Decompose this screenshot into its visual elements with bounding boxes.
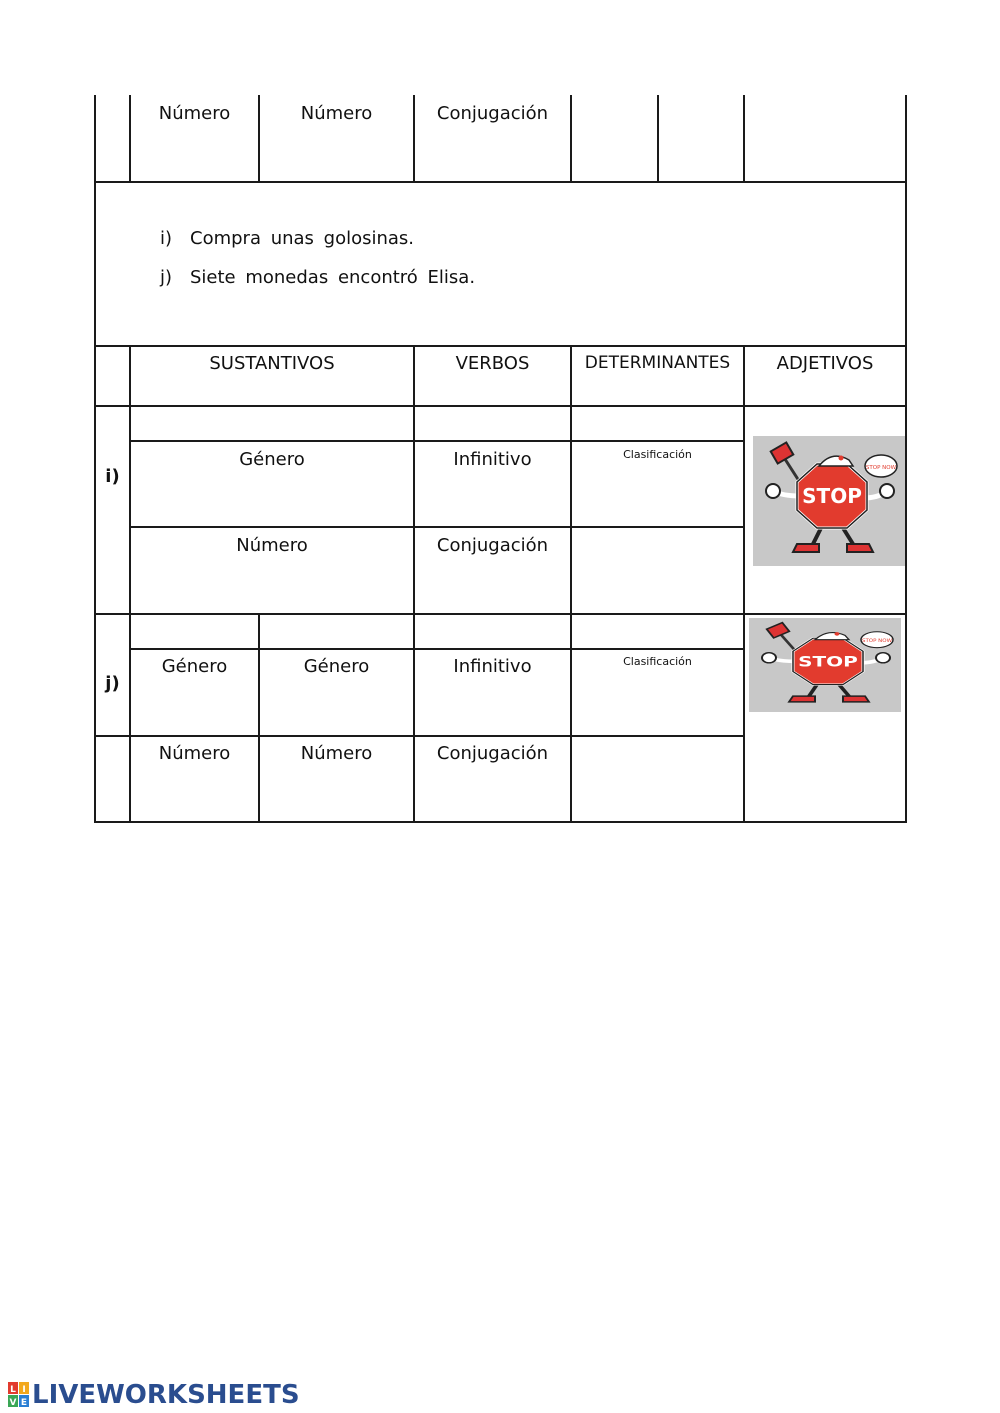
row-i-clasificacion-label: Clasificación [623, 448, 692, 461]
row-i-numero-label: Número [236, 535, 308, 556]
header-verbos: VERBOS [455, 353, 530, 374]
row-j-determinante-input[interactable] [572, 615, 743, 648]
row-i-genero-label: Género [239, 449, 305, 470]
sentence-j-text: Siete monedas encontró Elisa. [190, 267, 476, 288]
brand-name: LIVEWORKSHEETS [32, 1380, 300, 1410]
row-i-infinitivo-label: Infinitivo [453, 449, 532, 470]
row-i-conjugacion-label: Conjugación [436, 535, 549, 556]
stop-sign-text-i: STOP [802, 484, 862, 508]
header-sustantivos: SUSTANTIVOS [209, 353, 335, 374]
top-conjugacion-label: Conjugación [436, 103, 549, 124]
row-j-label: j) [105, 673, 120, 694]
row-j-sustantivo-input-2[interactable] [260, 615, 413, 648]
row-j-genero-label-1: Género [161, 656, 228, 677]
row-j-numero-label-1: Número [158, 743, 231, 764]
sentence-j-letter: j) [160, 267, 173, 288]
row-i-label: i) [105, 466, 120, 487]
row-j-infinitivo-label: Infinitivo [453, 656, 532, 677]
svg-text:L: L [10, 1385, 16, 1395]
row-j-genero-label-2: Género [303, 656, 370, 677]
top-answer-field-3[interactable] [745, 97, 905, 181]
svg-text:V: V [9, 1398, 17, 1408]
top-numero-label-1: Número [158, 103, 231, 124]
sentence-i-text: Compra unas golosinas. [190, 228, 415, 249]
stop-bubble-text-i: STOP NOW [865, 465, 897, 471]
stop-sign-image-i [753, 436, 905, 566]
row-i-verbo-input[interactable] [415, 407, 570, 440]
stop-sign-character-icon [753, 436, 905, 566]
header-adjetivos: ADJETIVOS [776, 353, 874, 374]
top-answer-field-1[interactable] [572, 97, 657, 181]
live-badge-icon [8, 1382, 30, 1408]
row-i-sustantivo-input[interactable] [131, 407, 413, 440]
header-determinantes: DETERMINANTES [584, 353, 731, 373]
svg-text:I: I [22, 1385, 26, 1395]
sentence-i-letter: i) [160, 228, 173, 249]
row-j-conjugacion-label: Conjugación [436, 743, 549, 764]
liveworksheets-logo [8, 1380, 300, 1410]
row-j-sustantivo-input-1[interactable] [131, 615, 258, 648]
stop-sign-character-icon [749, 618, 901, 712]
stop-bubble-text-j: STOP NOW [861, 639, 893, 644]
top-answer-field-2[interactable] [659, 97, 743, 181]
row-j-numero-label-2: Número [300, 743, 373, 764]
stop-sign-text-j: STOP [798, 654, 858, 671]
stop-sign-image-j [749, 618, 901, 712]
row-j-determinante-answer[interactable] [572, 737, 743, 821]
row-j-clasificacion-label: Clasificación [623, 655, 692, 668]
row-i-determinante-input[interactable] [572, 407, 743, 440]
svg-text:E: E [20, 1398, 28, 1408]
top-numero-label-2: Número [300, 103, 373, 124]
row-j-verbo-input[interactable] [415, 615, 570, 648]
